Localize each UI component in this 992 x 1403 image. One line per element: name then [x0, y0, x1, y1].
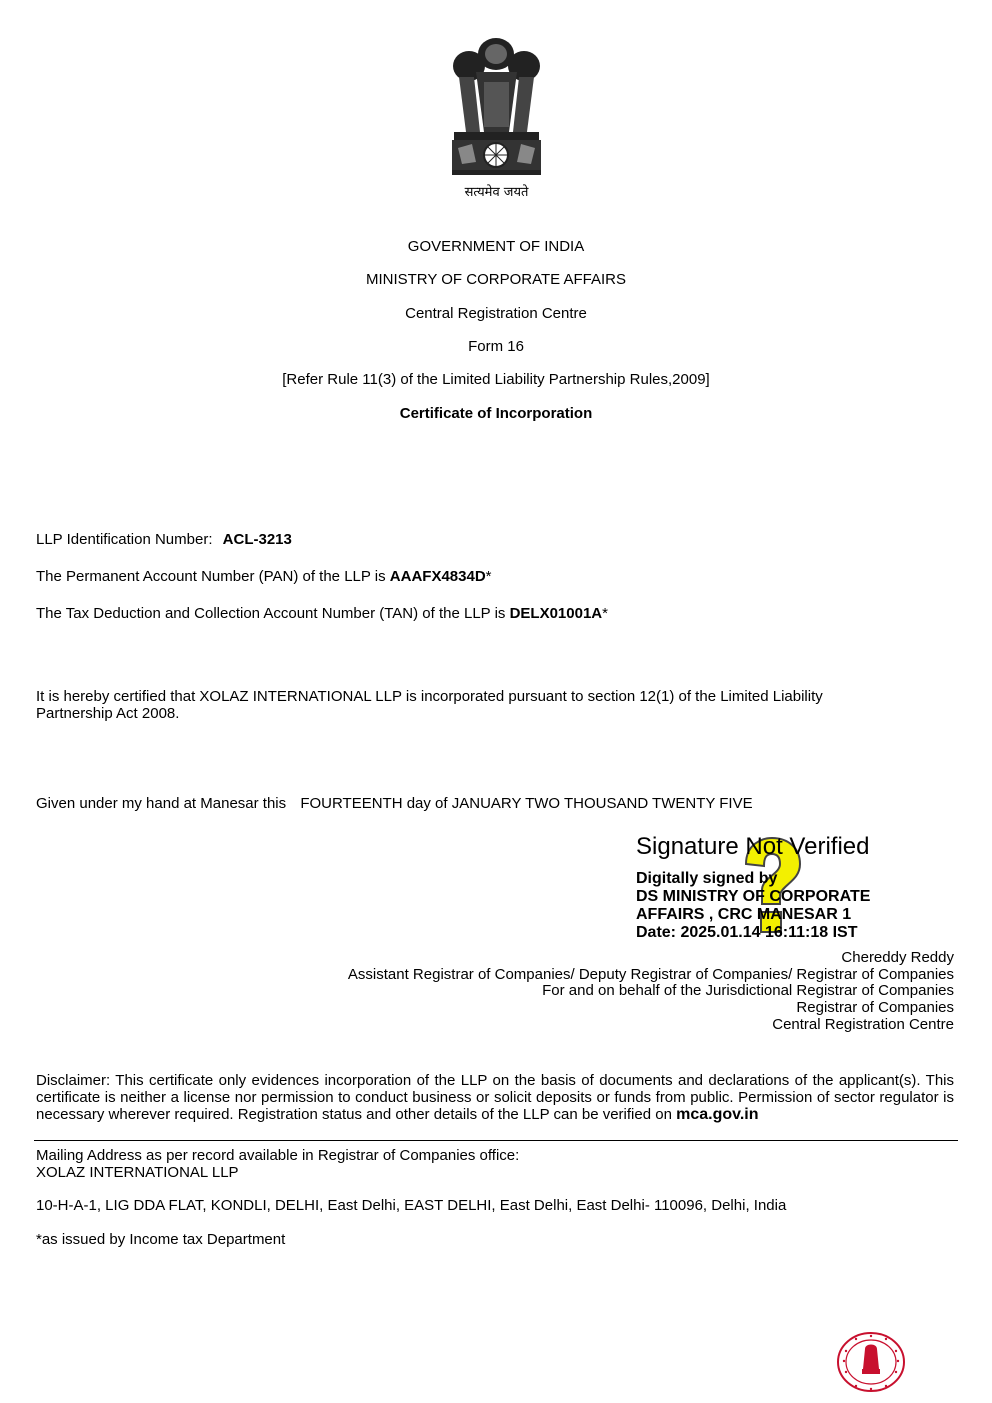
- footnote: *as issued by Income tax Department: [36, 1231, 286, 1248]
- tan-value: DELX01001A: [509, 605, 603, 622]
- registrar-on-behalf: For and on behalf of the Jurisdictional Registrar of Companies: [542, 982, 954, 999]
- signature-status: Signature Not Verified: [636, 833, 870, 860]
- header-centre: Central Registration Centre: [405, 305, 587, 322]
- certification-line-2: Partnership Act 2008.: [36, 705, 180, 722]
- llpin-label: LLP Identification Number:: [36, 531, 213, 548]
- given-date: FOURTEENTH day of JANUARY TWO THOUSAND TWENTY FIVE: [300, 795, 753, 812]
- tan-row: [36, 605, 608, 622]
- pan-value: AAAFX4834D: [389, 568, 486, 585]
- pan-row: [36, 568, 492, 585]
- emblem-motto: सत्यमेव जयते: [464, 185, 529, 200]
- header-government: GOVERNMENT OF INDIA: [407, 238, 585, 255]
- pan-label: The Permanent Account Number (PAN) of the LLP is: [36, 568, 390, 585]
- mca-seal: [836, 1331, 906, 1393]
- divider: [34, 1140, 958, 1141]
- header-form: Form 16: [468, 338, 524, 355]
- national-emblem-icon: [414, 32, 579, 182]
- header-ministry: MINISTRY OF CORPORATE AFFAIRS: [365, 271, 627, 288]
- llpin-value: ACL-3213: [222, 531, 292, 548]
- signature-signer-line-2: AFFAIRS , CRC MANESAR 1: [636, 906, 852, 923]
- mailing-label: Mailing Address as per record available in Registrar of Companies office:: [36, 1147, 520, 1164]
- signature-details: [636, 870, 870, 942]
- llpin-row: [36, 531, 292, 548]
- registrar-office: Registrar of Companies: [796, 999, 954, 1016]
- mca-link[interactable]: mca.gov.in: [676, 1106, 759, 1123]
- registrar-centre: Central Registration Centre: [772, 1016, 954, 1033]
- registrar-name: Chereddy Reddy: [841, 949, 954, 966]
- registrar-designation: Assistant Registrar of Companies/ Deputy Registrar of Companies/ Registrar of Companies: [347, 966, 954, 983]
- signature-digitally-signed: Digitally signed by: [636, 870, 778, 887]
- given-prefix: Given under my hand at Manesar this: [36, 795, 287, 812]
- mailing-address: 10-H-A-1, LIG DDA FLAT, KONDLI, DELHI, East Delhi, EAST DELHI, East Delhi, East Delhi- 110096, Delhi, India: [36, 1197, 787, 1214]
- signature-date: Date: 2025.01.14 16:11:18 IST: [636, 924, 858, 941]
- mailing-name: XOLAZ INTERNATIONAL LLP: [36, 1164, 239, 1181]
- disclaimer-text: Disclaimer: This certificate only evidences incorporation of the LLP on the basis of documents and declarations of the applicant(s). This certificate is neither a license nor permission to conduct business or solicit deposits or funds from public. Permission of sector regulator is necessary wherever required. Registration status and other details of the LLP can be verified on: [36, 1072, 954, 1123]
- certificate-title: Certificate of Incorporation: [399, 405, 593, 422]
- header-rule-reference: [Refer Rule 11(3) of the Limited Liability Partnership Rules,2009]: [282, 371, 710, 388]
- certification-line-1: It is hereby certified that XOLAZ INTERNATIONAL LLP is incorporated pursuant to section 12(1) of the Limited Liability: [36, 688, 823, 705]
- certification-statement: [36, 688, 823, 722]
- tan-footnote-mark: *: [602, 605, 608, 622]
- tan-label: The Tax Deduction and Collection Account Number (TAN) of the LLP is: [36, 605, 510, 622]
- signature-signer-line-1: DS MINISTRY OF CORPORATE: [636, 888, 871, 905]
- mca-seal-icon: [836, 1331, 906, 1393]
- pan-footnote-mark: *: [485, 568, 492, 585]
- national-emblem: [414, 32, 579, 200]
- disclaimer: [36, 1072, 954, 1123]
- given-statement: [36, 795, 753, 812]
